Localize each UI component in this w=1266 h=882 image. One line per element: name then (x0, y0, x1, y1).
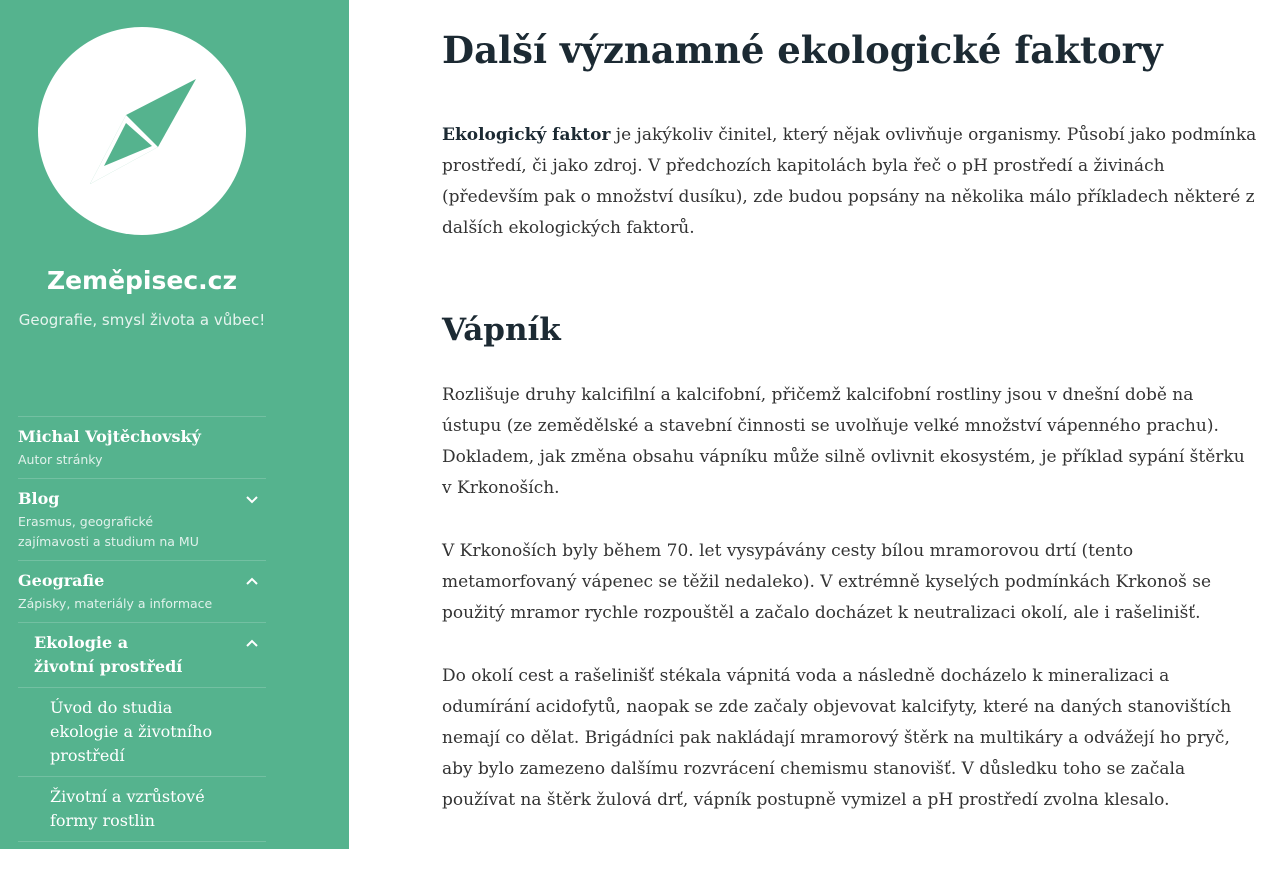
section-heading-vapnik: Vápník (442, 312, 561, 348)
nav-item-populacni (18, 841, 266, 882)
intro-text: je jakýkoliv činitel, který nějak ovlivňuje organismy. Působí jako podmínka prostředí, či jako zdroj. V předchozích kapitolách byla řeč o pH prostředí a živinách (především pak o množství dusíku), zde budou popsány na několika málo příkladech některé z dalších ekologických faktorů. (442, 125, 1257, 238)
nav-item-formy (18, 776, 266, 841)
sidebar (0, 0, 349, 871)
nav-desc-blog: Erasmus, geografické zajímavosti a studium na MU (18, 514, 199, 549)
chevron-up-icon[interactable] (244, 635, 260, 651)
nav-link-formy[interactable]: Životní a vzrůstové formy rostlin (50, 787, 205, 830)
nav-link-uvod[interactable]: Úvod do studia ekologie a životního prostředí (50, 698, 213, 765)
compass-icon (38, 27, 246, 235)
intro-paragraph (442, 120, 1257, 244)
intro-bold-term: Ekologický faktor (442, 125, 611, 145)
site-tagline: Geografie, smysl života a vůbec! (18, 311, 266, 329)
nav-item-author (18, 416, 266, 478)
nav-link-blog[interactable]: Blog (18, 489, 60, 508)
nav-link-geografie[interactable]: Geografie (18, 571, 105, 590)
nav-link-author[interactable]: Michal Vojtěchovský (18, 427, 201, 446)
nav-item-geografie (18, 560, 266, 622)
paragraph-2: V Krkonoších byly během 70. let vysypávány cesty bílou mramorovou drtí (tento metamorfovaný vápenec se těžil nedaleko). V extrémně kyselých podmínkách Krkonoš se použitý mramor rychle rozpouštěl a začalo docházet k neutralizaci okolí, ale i rašelinišť. (442, 541, 1212, 623)
paragraph-1: Rozlišuje druhy kalcifilní a kalcifobní, přičemž kalcifobní rostliny jsou v dnešní době na ústupu (ze zemědělské a stavební činnosti se uvolňuje velké množství vápenného prachu). Dokladem, jak změna obsahu vápníku může silně ovlivnit ekosystém, je příklad sypání štěrku v Krkonoších. (442, 385, 1245, 498)
article-title: Další významné ekologické faktory (442, 28, 1163, 72)
paragraph-3: Do okolí cest a rašelinišť stékala vápnitá voda a následně docházelo k mineralizaci a odumírání acidofytů, naopak se zde začaly objevovat kalcifyty, které na daných stanovištích nemají co dělat. Brigádníci pak nakládají mramorový štěrk na multikáry a odvážejí ho pryč, aby bylo zamezeno dalšímu rozvrácení chemismu stanovišť. V důsledku toho se začala používat na štěrk žulová drť, vápník postupně vymizel a pH prostředí zvolna klesalo. (442, 666, 1232, 810)
nav-item-blog (18, 478, 266, 560)
nav-link-populacni[interactable]: Životní a populační (50, 852, 206, 871)
nav-link-ekologie[interactable]: Ekologie a životní prostředí (34, 633, 183, 676)
site-title[interactable]: Zeměpisec.cz (46, 266, 238, 295)
chevron-up-icon[interactable] (244, 573, 260, 589)
nav-item-uvod (18, 687, 266, 776)
nav-desc-geografie: Zápisky, materiály a informace (18, 596, 213, 611)
sidebar-nav (18, 416, 266, 882)
chevron-down-icon[interactable] (244, 491, 260, 507)
nav-item-ekologie (18, 622, 266, 687)
site-logo[interactable] (38, 27, 246, 235)
nav-desc-author: Autor stránky (18, 452, 103, 467)
